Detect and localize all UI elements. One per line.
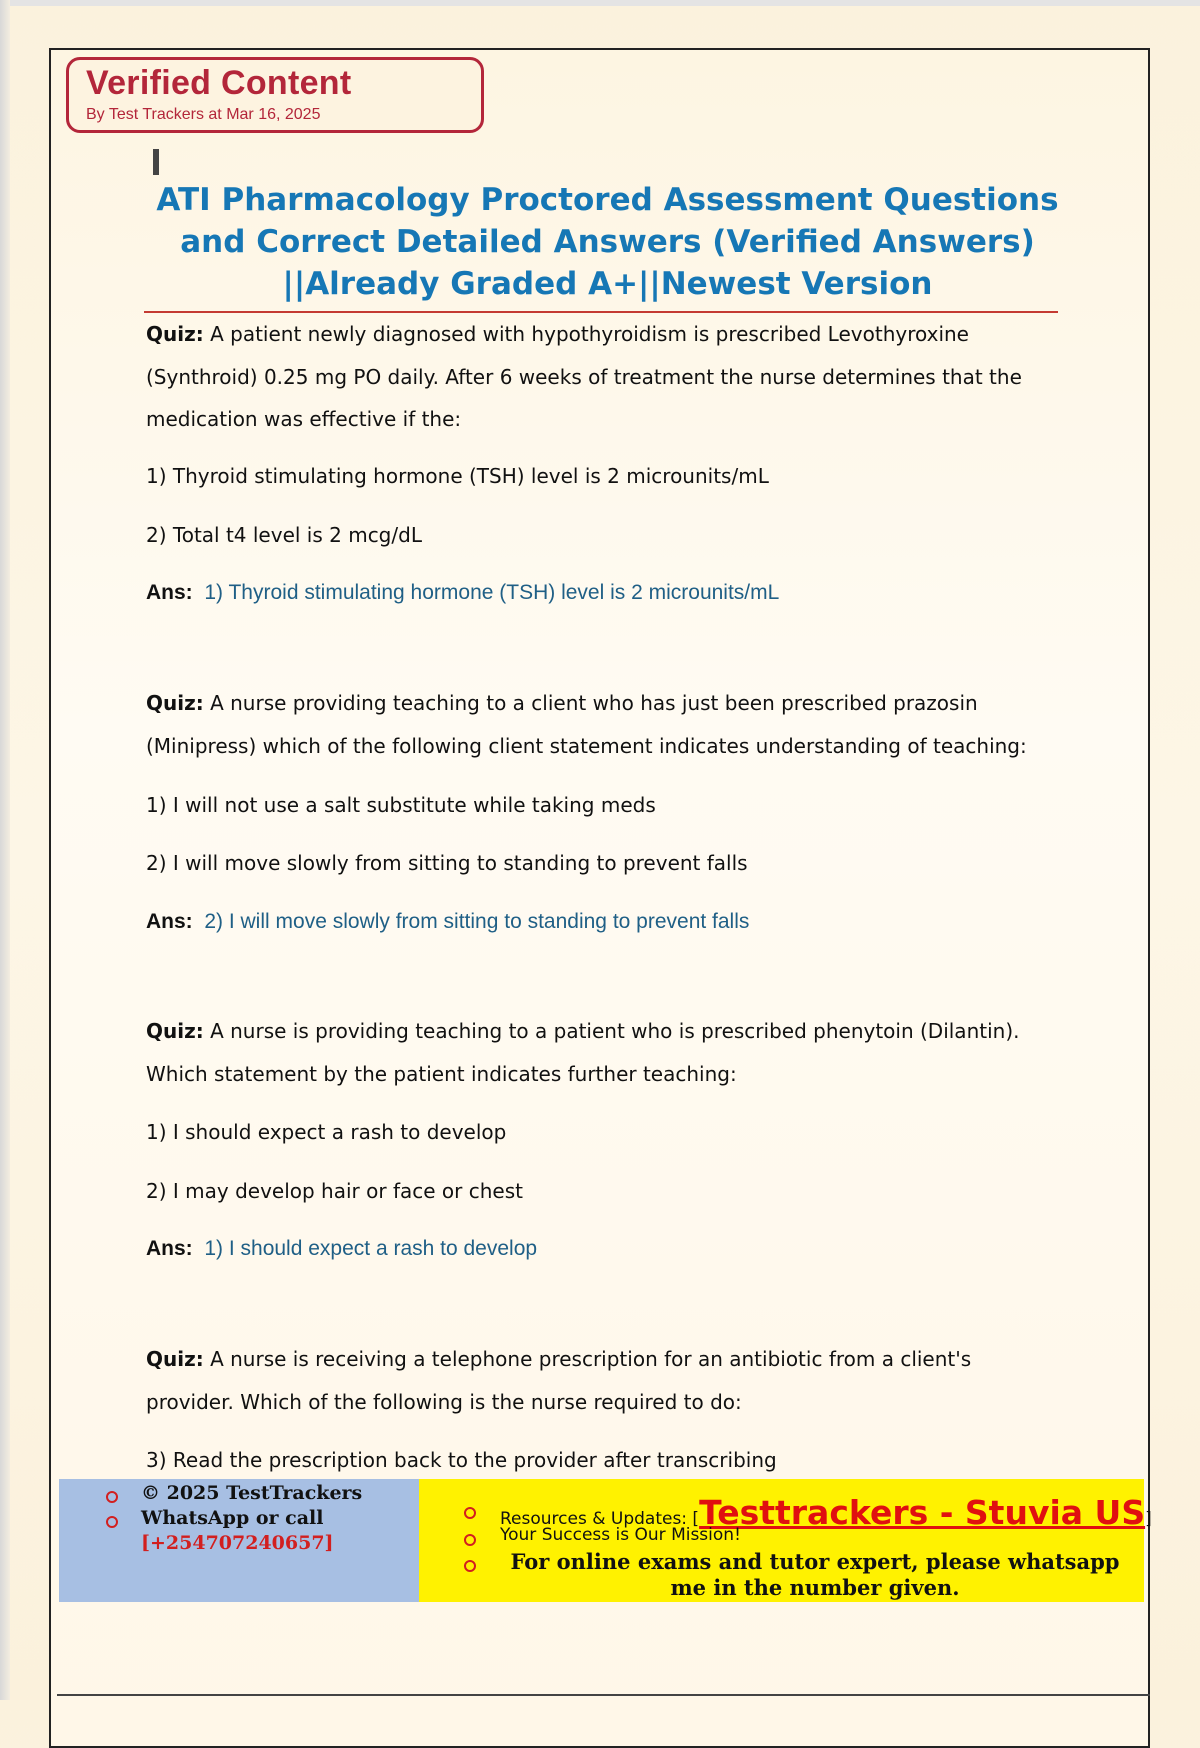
footer-mission: Your Success is Our Mission! bbox=[500, 1525, 741, 1545]
bullet-icon bbox=[464, 1507, 476, 1519]
bullet-icon bbox=[106, 1491, 118, 1503]
badge-subtitle: By Test Trackers at Mar 16, 2025 bbox=[86, 106, 321, 123]
quiz-3-answer: Ans: 1) I should expect a rash to develop bbox=[146, 1237, 538, 1260]
page-shadow bbox=[0, 0, 10, 1700]
page-bottom-border bbox=[57, 1694, 1150, 1696]
quiz-1-answer: Ans: 1) Thyroid stimulating hormone (TSH) level is 2 microunits/mL bbox=[146, 581, 780, 604]
footer-contact-panel bbox=[59, 1479, 419, 1602]
quiz-1-question-line-1: Quiz: A patient newly diagnosed with hypothyroidism is prescribed Levothyroxine bbox=[146, 322, 969, 346]
quiz-4-question-line-2: provider. Which of the following is the nurse required to do: bbox=[146, 1390, 742, 1414]
quiz-3-question-line-1: Quiz: A nurse is providing teaching to a patient who is prescribed phenytoin (Dilantin). bbox=[146, 1019, 1020, 1043]
title-line-1: ATI Pharmacology Proctored Assessment Questions bbox=[156, 182, 1059, 218]
text-cursor-icon bbox=[153, 149, 159, 175]
quiz-4-option-1: 3) Read the prescription back to the provider after transcribing bbox=[146, 1448, 777, 1472]
title-line-2: and Correct Detailed Answers (Verified Answers) bbox=[180, 224, 1035, 260]
quiz-3-question-line-2: Which statement by the patient indicates further teaching: bbox=[146, 1062, 737, 1086]
footer-whatsapp-label: WhatsApp or call bbox=[141, 1507, 324, 1529]
quiz-2-question-line-2: (Minipress) which of the following client statement indicates understanding of teaching: bbox=[146, 734, 1027, 758]
bullet-icon bbox=[464, 1560, 476, 1572]
footer-resources: Resources & Updates: [Testtrackers - Stuvia US] bbox=[500, 1493, 1152, 1532]
quiz-2-question-line-1: Quiz: A nurse providing teaching to a client who has just been prescribed prazosin bbox=[146, 691, 978, 715]
quiz-1-option-1: 1) Thyroid stimulating hormone (TSH) level is 2 microunits/mL bbox=[146, 464, 769, 488]
bullet-icon bbox=[106, 1516, 118, 1528]
quiz-2-option-2: 2) I will move slowly from sitting to standing to prevent falls bbox=[146, 851, 748, 875]
quiz-3-option-1: 1) I should expect a rash to develop bbox=[146, 1120, 507, 1144]
badge-title: Verified Content bbox=[86, 64, 352, 102]
quiz-2-answer: Ans: 2) I will move slowly from sitting to standing to prevent falls bbox=[146, 910, 750, 933]
document-title bbox=[140, 179, 1075, 305]
quiz-1-question-line-3: medication was effective if the: bbox=[146, 407, 462, 431]
footer-phone-number[interactable]: [+254707240657] bbox=[141, 1532, 334, 1554]
quiz-2-option-1: 1) I will not use a salt substitute while taking meds bbox=[146, 793, 656, 817]
footer-online-exams: For online exams and tutor expert, please whatsapp me in the number given. bbox=[510, 1549, 1120, 1600]
top-strip bbox=[0, 0, 1200, 6]
title-line-3: ||Already Graded A+||Newest Version bbox=[282, 266, 933, 302]
footer-promo-panel bbox=[419, 1479, 1152, 1602]
verified-content-badge bbox=[66, 57, 484, 133]
quiz-1-question-line-2: (Synthroid) 0.25 mg PO daily. After 6 weeks of treatment the nurse determines that the bbox=[146, 365, 1022, 389]
bullet-icon bbox=[464, 1534, 476, 1546]
quiz-3-option-2: 2) I may develop hair or face or chest bbox=[146, 1179, 523, 1203]
quiz-4-question-line-1: Quiz: A nurse is receiving a telephone prescription for an antibiotic from a client's bbox=[146, 1347, 972, 1371]
stuvia-link[interactable]: Testtrackers - Stuvia US bbox=[699, 1493, 1146, 1532]
quiz-1-option-2: 2) Total t4 level is 2 mcg/dL bbox=[146, 523, 422, 547]
footer-copyright: © 2025 TestTrackers bbox=[141, 1482, 363, 1504]
title-underline bbox=[144, 311, 1058, 313]
